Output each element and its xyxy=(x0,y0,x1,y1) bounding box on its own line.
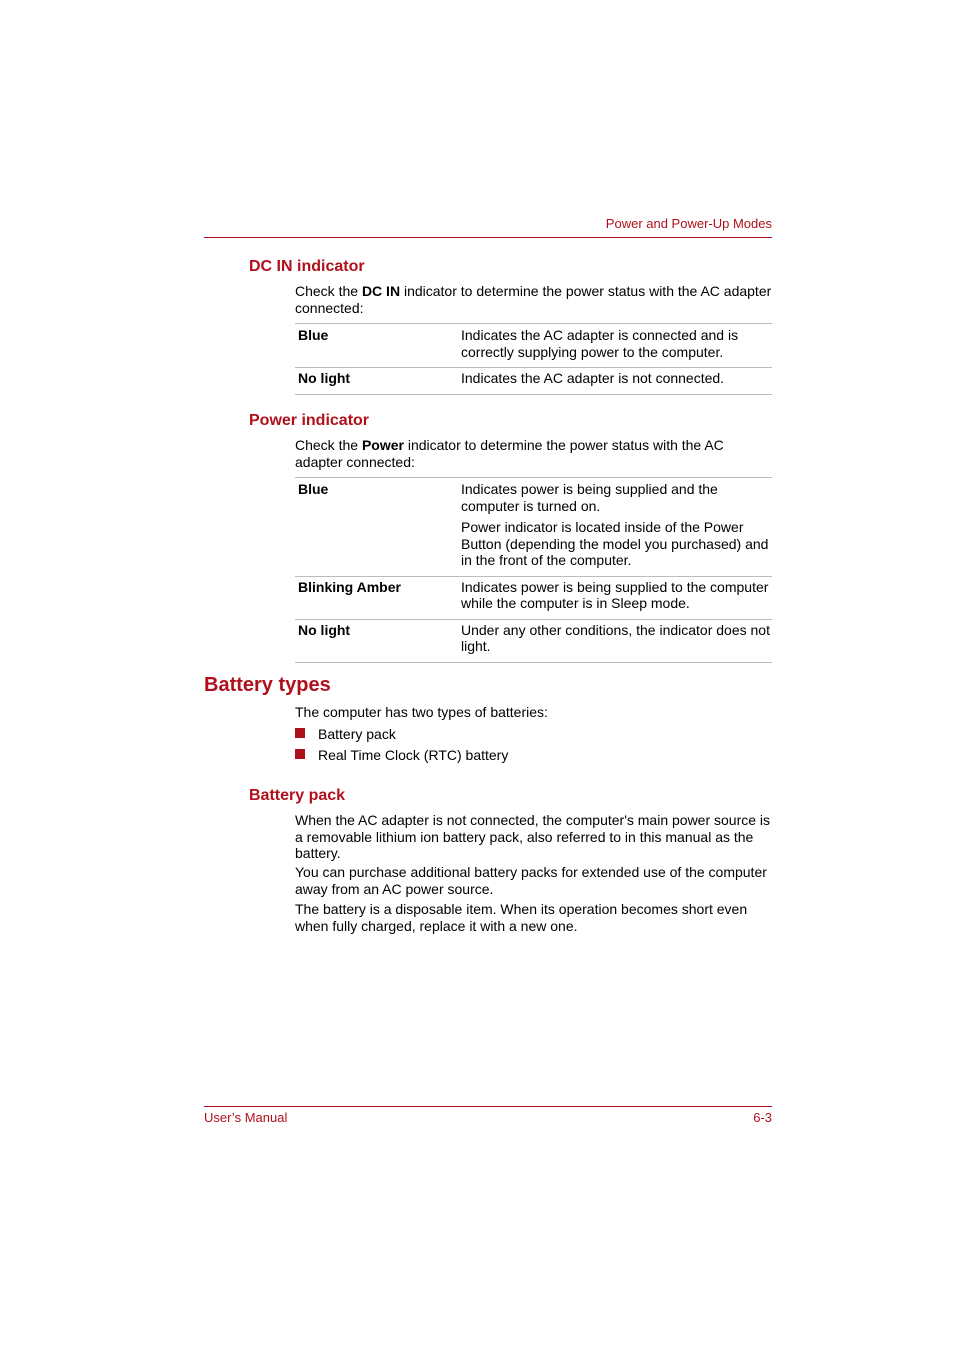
table-value: Indicates power is being supplied to the computer while the computer is in Sleep mode. xyxy=(461,576,772,619)
list-item xyxy=(295,726,508,747)
bullet-square-icon xyxy=(295,749,305,759)
dc-in-table xyxy=(295,323,772,395)
table-key: Blue xyxy=(295,324,461,368)
battery-types-intro: The computer has two types of batteries: xyxy=(295,704,548,720)
dc-in-intro xyxy=(295,283,772,316)
battery-pack-para-2: You can purchase additional battery packs for extended use of the computer away from an AC power source. xyxy=(295,864,767,897)
footer-rule xyxy=(204,1106,772,1107)
bullet-square-icon xyxy=(295,728,305,738)
page-number: 6-3 xyxy=(753,1110,772,1125)
power-intro-pre: Check the xyxy=(295,437,362,453)
table-value: Under any other conditions, the indicator does not light. xyxy=(461,619,772,662)
list-item xyxy=(295,747,508,768)
table-key: Blue xyxy=(295,478,461,577)
table-key: No light xyxy=(295,619,461,662)
list-item-label: Battery pack xyxy=(318,726,396,742)
table-row xyxy=(295,478,772,577)
footer-manual-title: User’s Manual xyxy=(204,1110,288,1125)
power-intro-bold: Power xyxy=(361,437,404,453)
table-key: No light xyxy=(295,368,461,395)
power-intro xyxy=(295,437,772,470)
table-row xyxy=(295,368,772,395)
battery-types-list xyxy=(295,726,508,768)
battery-types-heading: Battery types xyxy=(204,674,331,696)
dc-in-intro-pre: Check the xyxy=(295,283,362,299)
table-key: Blinking Amber xyxy=(295,576,461,619)
battery-pack-para-1: When the AC adapter is not connected, the computer's main power source is a removable lithium ion battery pack, also referred to in this manual as the battery. xyxy=(295,812,771,861)
table-value-line: Indicates power is being supplied and the computer is turned on. xyxy=(461,481,718,514)
list-item-label: Real Time Clock (RTC) battery xyxy=(318,747,509,763)
table-row xyxy=(295,324,772,368)
power-heading: Power indicator xyxy=(249,412,370,429)
header-rule xyxy=(204,237,772,238)
running-header: Power and Power-Up Modes xyxy=(605,216,772,231)
table-value-line: Power indicator is located inside of the Power Button (depending the model you purchased) and in the front of the computer. xyxy=(461,519,769,568)
battery-pack-para-3: The battery is a disposable item. When its operation becomes short even when fully charged, replace it with a new one. xyxy=(295,901,748,934)
table-value xyxy=(461,478,772,577)
dc-in-intro-post: indicator to determine the power status with the AC adapter connected: xyxy=(295,283,772,316)
table-value: Indicates the AC adapter is not connected. xyxy=(461,368,772,395)
table-row xyxy=(295,576,772,619)
power-intro-post: indicator to determine the power status with the AC adapter connected: xyxy=(295,437,724,470)
dc-in-intro-bold: DC IN xyxy=(361,283,401,299)
table-row xyxy=(295,619,772,662)
dc-in-heading: DC IN indicator xyxy=(249,258,365,275)
power-table xyxy=(295,477,772,663)
battery-pack-heading: Battery pack xyxy=(249,787,346,804)
table-value: Indicates the AC adapter is connected and is correctly supplying power to the computer. xyxy=(461,324,772,368)
